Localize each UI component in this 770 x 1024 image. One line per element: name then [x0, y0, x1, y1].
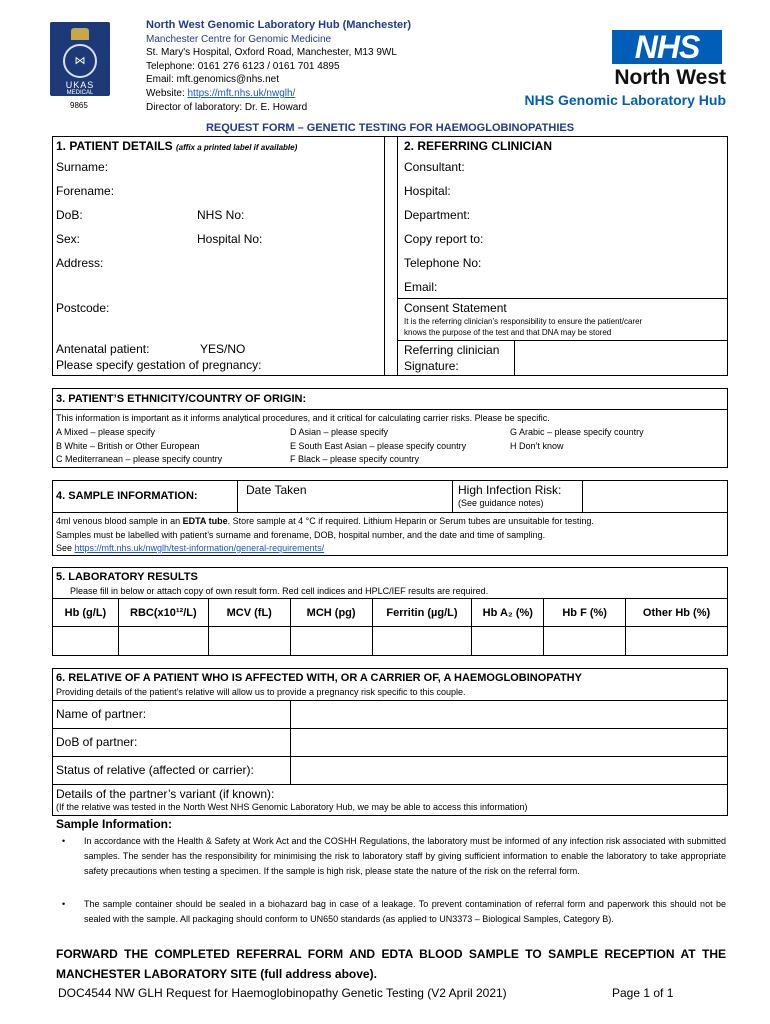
antenatal-yesno: YES/NO — [200, 342, 246, 356]
ethnicity-col1 — [56, 426, 222, 467]
dob-label: DoB: — [56, 208, 83, 222]
partner-variant-label: Details of the partner’s variant (if known): — [56, 787, 275, 801]
sample-cell-divider-3 — [582, 480, 583, 512]
relative-status-label: Status of relative (affected or carrier): — [56, 763, 254, 777]
section1-title: 1. PATIENT DETAILS (affix a printed label if available) — [56, 139, 298, 153]
column-divider — [384, 136, 398, 376]
sample-divider — [52, 512, 728, 513]
website-link[interactable]: https://mft.nhs.uk/nwglh/ — [187, 87, 296, 99]
department-label: Department: — [404, 208, 471, 222]
antenatal-label: Antenatal patient: — [56, 342, 150, 356]
mcv-cell[interactable] — [208, 627, 290, 656]
col-hb: Hb (g/L) — [53, 599, 119, 627]
col-hba2: Hb A₂ (%) — [472, 599, 544, 627]
centre-name: Manchester Centre for Genomic Medicine — [146, 33, 332, 45]
partner-dob-label: DoB of partner: — [56, 735, 138, 749]
results-intro: Please fill in below or attach copy of own result form. Red cell indices and HPLC/IEF results are required. — [70, 586, 489, 596]
ethnicity-option: A Mixed – please specify — [56, 427, 156, 437]
relative-intro: Providing details of the patient’s relative will allow us to provide a pregnancy risk specific to this couple. — [56, 687, 466, 697]
consultant-label: Consultant: — [404, 160, 465, 174]
section4-title: 4. SAMPLE INFORMATION: — [56, 490, 198, 502]
consent-text: It is the referring clinician’s responsibility to ensure the patient/carer knows the purpose of the test and that DNA may be stored — [404, 317, 643, 337]
ukas-text: UKAS — [65, 80, 95, 90]
lab-director: Director of laboratory: Dr. E. Howard — [146, 101, 308, 113]
sample-info-bullet-2: The sample container should be sealed in a biohazard bag in case of a leakage. To prevent contamination of referral form and paperwork this should not be sealed with the sample. All packaging should conform to UN650 standards (as applied to UN3373 – Biological Samples, Category B). — [84, 899, 726, 924]
address-label: Address: — [56, 256, 104, 270]
lab-address: St. Mary's Hospital, Oxford Road, Manchester, M13 9WL — [146, 47, 397, 59]
ethnicity-option: D Asian – please specify — [290, 427, 389, 437]
hospital-no-label: Hospital No: — [197, 232, 263, 246]
col-other-hb: Other Hb (%) — [626, 599, 728, 627]
lab-website: Website: https://mft.nhs.uk/nwglh/ — [146, 87, 296, 99]
ethnicity-divider — [52, 409, 728, 410]
postcode-label: Postcode: — [56, 301, 110, 315]
ethnicity-intro: This information is important as it informs analytical procedures, and it critical for calculating carrier risks. Please be specific. — [56, 413, 550, 423]
hbf-cell[interactable] — [544, 627, 626, 656]
section3-title: 3. PATIENT’S ETHNICITY/COUNTRY OF ORIGIN: — [56, 393, 307, 405]
copy-report-label: Copy report to: — [404, 232, 484, 246]
relative-divider-4 — [52, 784, 728, 785]
forward-instruction: FORWARD THE COMPLETED REFERRAL FORM AND EDTA BLOOD SAMPLE TO SAMPLE RECEPTION AT THE MANCHESTER LABORATORY SITE (full address above). — [56, 947, 726, 981]
col-ferritin: Ferritin (µg/L) — [372, 599, 472, 627]
col-rbc: RBC(x10¹²/L) — [118, 599, 208, 627]
sample-line-3: See https://mft.nhs.uk/nwglh/test-information/general-requirements/ — [56, 543, 325, 553]
telephone-label: Telephone No: — [404, 256, 482, 270]
results-entry-row — [53, 627, 728, 656]
hub-name: NHS Genomic Laboratory Hub — [524, 92, 726, 108]
ethnicity-option: B White – British or Other European — [56, 440, 200, 451]
signature-divider — [398, 340, 728, 341]
section6-title: 6. RELATIVE OF A PATIENT WHO IS AFFECTED WITH, OR A CARRIER OF, A HAEMOGLOBINOPATHY — [56, 672, 582, 684]
consent-title: Consent Statement — [404, 301, 507, 315]
bullet-icon: • — [62, 836, 66, 846]
signature-label: Referring clinician Signature: — [404, 343, 500, 373]
surname-label: Surname: — [56, 160, 109, 174]
page-number: Page 1 of 1 — [612, 986, 674, 1000]
section2-title: 2. REFERRING CLINICIAN — [404, 139, 553, 153]
partner-name-label: Name of partner: — [56, 707, 147, 721]
sex-label: Sex: — [56, 232, 81, 246]
high-risk-label: High Infection Risk: — [458, 483, 562, 497]
ethnicity-col3 — [510, 426, 644, 453]
email-label: Email: — [404, 280, 438, 294]
sample-instructions — [56, 515, 726, 556]
col-hbf: Hb F (%) — [544, 599, 626, 627]
requirements-link[interactable]: https://mft.nhs.uk/nwglh/test-information/general-requirements/ — [74, 543, 325, 553]
sample-cell-divider-2 — [452, 480, 453, 512]
ethnicity-option: C Mediterranean – please specify country — [56, 454, 223, 464]
date-taken-label: Date Taken — [246, 483, 307, 497]
hospital-label: Hospital: — [404, 184, 451, 198]
gestation-label: Please specify gestation of pregnancy: — [56, 358, 262, 372]
lab-telephone: Telephone: 0161 276 6123 / 0161 701 4895 — [146, 60, 340, 72]
mch-cell[interactable] — [290, 627, 372, 656]
relative-status-field[interactable] — [291, 757, 727, 784]
hba2-cell[interactable] — [472, 627, 544, 656]
region-name: North West — [614, 66, 726, 89]
results-header-row — [53, 599, 728, 627]
hb-cell[interactable] — [53, 627, 119, 656]
crown-icon — [71, 28, 89, 40]
ethnicity-option: G Arabic – please specify country — [510, 427, 644, 437]
document-reference: DOC4544 NW GLH Request for Haemoglobinopathy Genetic Testing (V2 April 2021) — [58, 986, 507, 1000]
consent-divider — [398, 298, 728, 299]
lab-email: Email: mft.genomics@nhs.net — [146, 74, 279, 86]
form-title: REQUEST FORM – GENETIC TESTING FOR HAEMOGLOBINOPATHIES — [205, 122, 575, 134]
partner-variant-note: (If the relative was tested in the North West NHS Genomic Laboratory Hub, we may be able to access this information) — [56, 802, 528, 812]
ferritin-cell[interactable] — [372, 627, 472, 656]
partner-name-field[interactable] — [291, 701, 727, 728]
ukas-logo — [50, 22, 110, 96]
partner-dob-field[interactable] — [291, 729, 727, 756]
ethnicity-option: F Black – please specify country — [290, 454, 420, 464]
section5-title: 5. LABORATORY RESULTS — [56, 571, 198, 583]
lab-name: North West Genomic Laboratory Hub (Manchester) — [146, 19, 412, 31]
sample-cell-divider-1 — [237, 480, 238, 512]
forename-label: Forename: — [56, 184, 115, 198]
lab-header — [146, 19, 411, 114]
rbc-cell[interactable] — [118, 627, 208, 656]
ukas-emblem-icon: ⋈ — [63, 44, 97, 78]
bullet-icon: • — [62, 899, 66, 909]
nhs-no-label: NHS No: — [197, 208, 245, 222]
signature-cell-divider — [514, 340, 515, 376]
other-hb-cell[interactable] — [626, 627, 728, 656]
guidance-note: (See guidance notes) — [458, 498, 544, 508]
ukas-sub: MEDICAL — [66, 90, 94, 96]
col-mcv: MCV (fL) — [208, 599, 290, 627]
ukas-number: 9865 — [70, 101, 88, 110]
nhs-logo: NHS — [612, 30, 722, 64]
sample-info-bullet-1: In accordance with the Health & Safety at Work Act and the COSHH Regulations, the laboratory must be informed of any infection risk associated with submitted samples. The sender has the responsibility for minimising the risk to laboratory staff by giving sufficient information to enable the laboratory to take appropriate safety precautions when testing a specimen. If the sample is high risk, please state the nature of the risk on the referral form. — [84, 836, 726, 876]
ethnicity-option: E South East Asian – please specify country — [290, 440, 467, 451]
sample-line-2: Samples must be labelled with patient’s surname and forename, DOB, hospital number, and the date and time of sampling. — [56, 529, 546, 540]
sample-line-1: 4ml venous blood sample in an EDTA tube. Store sample at 4 °C if required. Lithium Heparin or Serum tubes are unsuitable for testing. — [56, 516, 594, 526]
col-mch: MCH (pg) — [290, 599, 372, 627]
sample-info-title: Sample Information: — [56, 817, 173, 831]
results-table — [52, 598, 728, 656]
ethnicity-col2 — [290, 426, 466, 467]
ethnicity-option: H Don’t know — [510, 440, 564, 451]
